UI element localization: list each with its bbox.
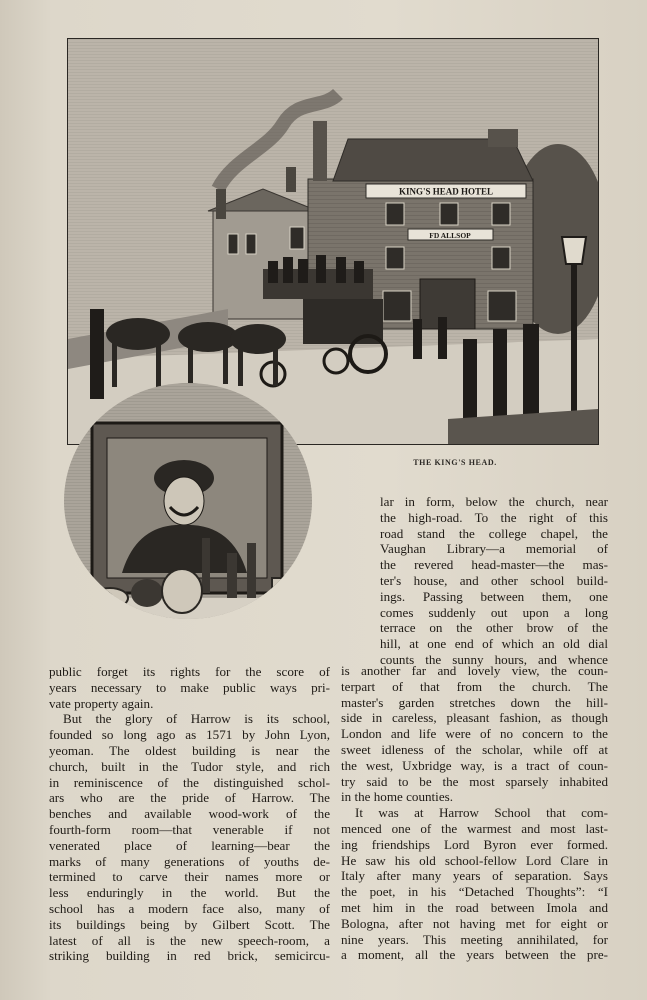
text-line: comes suddenly out upon a long <box>380 604 608 620</box>
text-line: less enduringly in the world. But the <box>49 885 330 901</box>
text-line: hill, at one end of which an old dial <box>380 636 608 652</box>
text-line: a moment, all the years between the pre- <box>341 947 608 963</box>
text-line: church, built in the Tudor style, and rich <box>49 758 330 774</box>
text-line: road stand the college chapel, the <box>380 525 608 541</box>
text-line: in reminiscence of the distinguished schol- <box>49 774 330 790</box>
text-line: counts the sunny hours, and whence <box>380 651 608 667</box>
text-line: school has a modern face also, many of <box>49 900 330 916</box>
text-line: terpart of that from the church. The <box>341 678 608 694</box>
text-line: marks of many generations of youths de- <box>49 853 330 869</box>
text-line: London and life were of no concern to the <box>341 726 608 742</box>
chimney-left <box>216 189 226 219</box>
text-line: termined to carve their names more or <box>49 869 330 885</box>
text-line: the west, Uxbridge way, is a tract of coun- <box>341 757 608 773</box>
text-line: He saw his old school-fellow Lord Clare in <box>341 852 608 868</box>
right-column-bottom <box>341 663 608 963</box>
text-line: the poet, in his “Detached Thoughts”: “I <box>341 884 608 900</box>
text-line: nine years. This meeting annihilated, for <box>341 931 608 947</box>
text-line: the revered head-master—the mas- <box>380 557 608 573</box>
portrait-vignette <box>62 383 314 628</box>
text-line: try said to be the most sparsely inhabited <box>341 773 608 789</box>
text-line: its buildings being by Gilbert Scott. The <box>49 916 330 932</box>
text-line: lar in form, below the church, near <box>380 494 608 509</box>
text-line: But the glory of Harrow is its school, <box>63 711 330 727</box>
text-line: public forget its rights for the score of <box>49 664 330 679</box>
text-line: venerated place of learning—bear the <box>49 837 330 853</box>
text-line: terrace on the other brow of the <box>380 620 608 636</box>
text-line: ter's house, and other school build- <box>380 572 608 588</box>
text-line: side in careless, pleasant fashion, as though <box>341 710 608 726</box>
text-line: Bologna, after not having met for eight or <box>341 915 608 931</box>
text-line: years necessary to make public ways pri- <box>49 679 330 695</box>
text-line: met him in the road between Imola and <box>341 899 608 915</box>
text-line: menced one of the warmest and most last- <box>341 820 608 836</box>
text-line: founded so long ago as 1571 by John Lyon, <box>49 727 330 743</box>
text-line: fourth-form room—that venerable if not <box>49 821 330 837</box>
text-line: sweet idleness of the scholar, while off at <box>341 741 608 757</box>
text-line: ars who are the pride of Harrow. The <box>49 790 330 806</box>
text-line: ing friendships Lord Byron ever formed. <box>341 836 608 852</box>
text-line: It was at Harrow School that com- <box>355 805 608 821</box>
portrait-drawing <box>62 383 314 628</box>
text-line: yeoman. The oldest building is near the <box>49 742 330 758</box>
text-line: is another far and lovely view, the coun- <box>341 663 608 678</box>
hotel-sign: KING'S HEAD HOTEL <box>398 186 494 197</box>
text-line: the high-road. To the right of this <box>380 509 608 525</box>
illustration-caption: THE KING'S HEAD. <box>413 458 497 467</box>
text-line: ings. Passing between them, one <box>380 588 608 604</box>
text-line: Vaughan Library—a memorial of <box>380 541 608 557</box>
text-line: master's garden stretches down the hill- <box>341 694 608 710</box>
text-line: Italy after many years of separation. Says <box>341 868 608 884</box>
right-column-top <box>380 494 608 668</box>
text-line: vate property again. <box>49 695 154 711</box>
text-line: benches and available wood-work of the <box>49 806 330 822</box>
text-line: striking building in red brick, semicircu- <box>49 948 330 964</box>
text-line: in the home counties. <box>341 789 454 805</box>
portrait-face <box>164 477 204 525</box>
left-column <box>49 664 330 964</box>
hotel-porch <box>420 279 475 329</box>
owner-sign: FD ALLSOP <box>429 231 471 240</box>
text-line: latest of all is the new speech-room, a <box>49 932 330 948</box>
